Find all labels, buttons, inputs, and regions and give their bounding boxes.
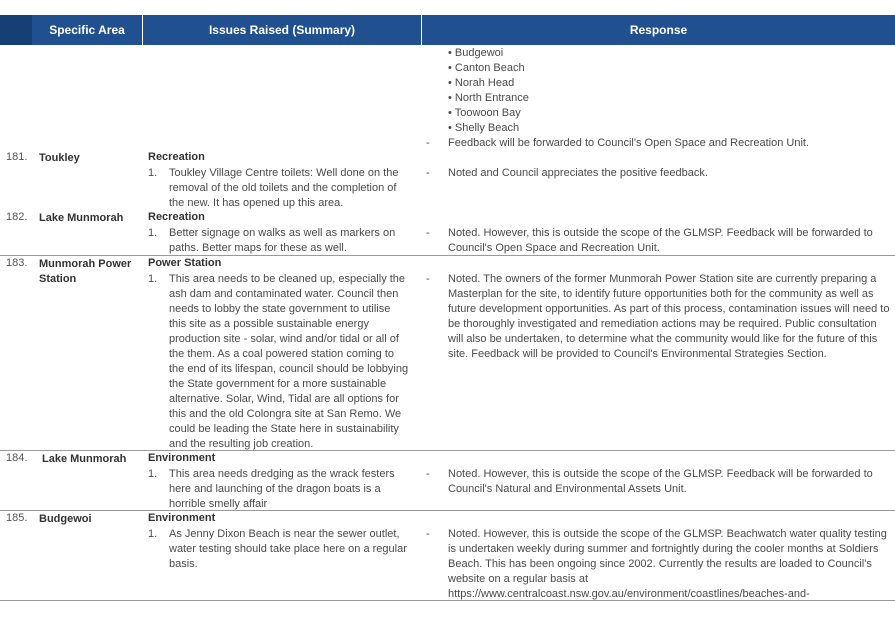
issue-text: As Jenny Dixon Beach is near the sewer outlet, water testing should take place here on a regular basis. xyxy=(169,528,407,570)
area-name: Toukley xyxy=(39,152,80,164)
area-name: Lake Munmorah xyxy=(39,212,124,224)
area-name: Budgewoi xyxy=(39,513,92,525)
area-name: Lake Munmorah xyxy=(42,453,127,465)
item-number: 1. xyxy=(148,167,158,179)
list-item: • Toowoon Bay xyxy=(448,107,521,119)
issue-text: This area needs dredging as the wrack festers here and launching of the dragon boats is a horrible smelly affair xyxy=(169,468,395,510)
row-divider xyxy=(0,600,895,601)
response-text: Noted. However, this is outside the scope of the GLMSP. Beachwatch water quality testing is undertaken weekly during summer and fortnightly during the cooler months at Soldiers Beach. This has been ongoing since 2002. Currently the results are loaded to Council's website on a regular basis at https://www.centralcoast.nsw.gov.au/environment/coastlines/beaches-and- xyxy=(448,528,887,600)
row-number: 185. xyxy=(6,512,28,524)
list-item: • Shelly Beach xyxy=(448,122,520,134)
header-response: Response xyxy=(629,23,688,37)
list-item: • Norah Head xyxy=(448,77,515,89)
dash-marker: - xyxy=(426,137,430,149)
item-number: 1. xyxy=(148,227,158,239)
row-divider xyxy=(0,255,895,256)
response-text: Noted and Council appreciates the positive feedback. xyxy=(448,167,708,179)
row-divider xyxy=(0,510,895,511)
area-name: Munmorah Power Station xyxy=(39,258,132,285)
row-number: 183. xyxy=(6,257,28,269)
row-number: 182. xyxy=(6,211,28,223)
issue-text: Toukley Village Centre toilets: Well done on the removal of the old toilets and the completion of the new. It has opened up this area. xyxy=(169,167,399,209)
item-number: 1. xyxy=(148,528,158,540)
header-number-cell xyxy=(0,15,32,45)
dash-marker: - xyxy=(426,528,430,540)
issue-category: Recreation xyxy=(148,151,205,163)
list-item: • Canton Beach xyxy=(448,62,525,74)
issue-category: Environment xyxy=(148,512,216,524)
response-text: Noted. However, this is outside the scope of the GLMSP. Feedback will be forwarded to Council's Natural and Environmental Assets Unit. xyxy=(448,468,873,495)
row-number: 184. xyxy=(6,452,28,464)
header-issues: Issues Raised (Summary) xyxy=(208,23,356,37)
list-item: • North Entrance xyxy=(448,92,529,104)
header-specific-area: Specific Area xyxy=(49,23,125,37)
dash-marker: - xyxy=(426,273,430,285)
issue-category: Environment xyxy=(148,452,216,464)
dash-marker: - xyxy=(426,227,430,239)
list-item: • Budgewoi xyxy=(448,47,504,59)
response-text: Noted. The owners of the former Munmorah Power Station site are currently preparing a Masterplan for the site, to identify future opportunities both for the community as well as future development opportunities. As part of this process, contamination issues will need to be thoroughly investigated and remediation actions may be required. Public consultation will also be undertaken, to determine what the community would like for the future of this site. Feedback will be provided to Council's Environmental Strategies Section. xyxy=(448,273,890,360)
item-number: 1. xyxy=(148,273,158,285)
dash-marker: - xyxy=(426,468,430,480)
issue-category: Recreation xyxy=(148,211,205,223)
response-text: Noted. However, this is outside the scope of the GLMSP. Feedback will be forwarded to Council's Open Space and Recreation Unit. xyxy=(448,227,873,254)
issue-text: Better signage on walks as well as markers on paths. Better maps for these as well. xyxy=(169,227,396,254)
issue-text: This area needs to be cleaned up, especially the ash dam and contaminated water. Council then needs to lobby the state government to utilise this site as a possible sustainable energy production site - solar, wind and/or tidal or all of the them. As a coal powered station coming to the end of its lifespan, council should be lobbying the State government for a more sustainable alternative. Solar, Wind, Tidal are all options for this and the old Colongra site at San Remo. We could be leading the State here in sustainability and the resulting job creation. xyxy=(169,273,409,450)
item-number: 1. xyxy=(148,468,158,480)
response-text: Feedback will be forwarded to Council's Open Space and Recreation Unit. xyxy=(448,137,810,149)
row-number: 181. xyxy=(6,151,28,163)
row-divider xyxy=(0,450,895,451)
dash-marker: - xyxy=(426,167,430,179)
issue-category: Power Station xyxy=(148,257,222,269)
table-header xyxy=(0,15,895,45)
